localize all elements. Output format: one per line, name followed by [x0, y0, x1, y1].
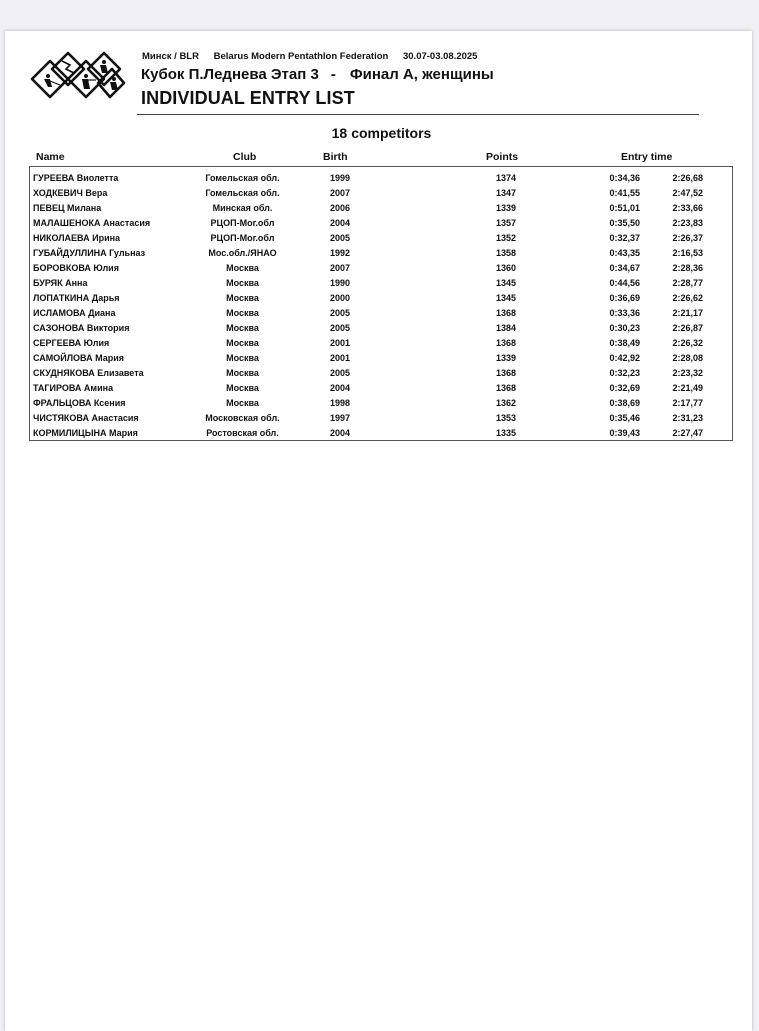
competitor-name: ЧИСТЯКОВА Анастасия	[33, 413, 139, 423]
competitor-name: ИСЛАМОВА Диана	[33, 308, 116, 318]
entry-time-1: 0:42,92	[609, 353, 640, 363]
competitor-points: 1374	[495, 173, 517, 183]
entry-time-2: 2:47,52	[672, 188, 703, 198]
column-header-club: Club	[233, 151, 257, 163]
competitor-name: КОРМИЛИЦЫНА Мария	[33, 428, 138, 438]
entry-time-2: 2:26,32	[672, 338, 703, 348]
competitor-club: Москва	[226, 293, 259, 303]
competitor-points: 1339	[495, 353, 517, 363]
competitor-birth: 1999	[329, 173, 351, 183]
competitor-points: 1345	[495, 293, 517, 303]
entry-time-2: 2:26,37	[672, 233, 703, 243]
competitor-points: 1368	[495, 383, 517, 393]
entry-time-2: 2:33,66	[672, 203, 703, 213]
competitor-birth: 2005	[329, 368, 351, 378]
entry-time-1: 0:33,36	[609, 308, 640, 318]
competitor-name: ГУБАЙДУЛЛИНА Гульназ	[33, 248, 146, 258]
competitor-name: САЗОНОВА Виктория	[33, 323, 130, 333]
column-header-birth: Birth	[323, 151, 348, 163]
entry-time-1: 0:38,69	[609, 398, 640, 408]
entry-time-1: 0:32,23	[609, 368, 640, 378]
table-row	[30, 261, 732, 276]
competitor-name: СЕРГЕЕВА Юлия	[33, 338, 110, 348]
competitor-club: Москва	[226, 308, 259, 318]
entry-time-1: 0:35,46	[609, 413, 640, 423]
entry-time-1: 0:41,55	[609, 188, 640, 198]
competitor-points: 1360	[495, 263, 517, 273]
entry-time-2: 2:23,83	[672, 218, 703, 228]
header-event	[141, 66, 494, 83]
competitor-points: 1352	[495, 233, 517, 243]
competitor-birth: 1998	[329, 398, 351, 408]
competitor-name: ФРАЛЬЦОВА Ксения	[33, 398, 126, 408]
entry-time-1: 0:44,56	[609, 278, 640, 288]
competitor-club: Москва	[226, 368, 259, 378]
header-location: Минск / BLR	[142, 51, 199, 62]
competitor-club: РЦОП-Мог.обл	[210, 233, 275, 243]
header-federation: Belarus Modern Pentathlon Federation	[213, 51, 389, 62]
competitor-club: Москва	[226, 263, 259, 273]
table-row	[30, 351, 732, 366]
competitor-club: Москва	[226, 353, 259, 363]
column-header-name: Name	[36, 151, 65, 163]
competitor-points: 1368	[495, 338, 517, 348]
competitor-name: ХОДКЕВИЧ Вера	[33, 188, 108, 198]
entry-time-1: 0:35,50	[609, 218, 640, 228]
table-row	[30, 291, 732, 306]
header-dates: 30.07-03.08.2025	[402, 51, 478, 62]
competitor-count-label: competitors	[351, 125, 432, 141]
competitor-club: Москва	[226, 278, 259, 288]
competitor-points: 1339	[495, 203, 517, 213]
entry-time-2: 2:27,47	[672, 428, 703, 438]
table-row	[30, 186, 732, 201]
entry-time-1: 0:39,43	[609, 428, 640, 438]
entry-time-2: 2:26,87	[672, 323, 703, 333]
entry-time-2: 2:21,49	[672, 383, 703, 393]
table-row	[30, 306, 732, 321]
entry-time-2: 2:26,68	[672, 173, 703, 183]
competitor-birth: 2005	[329, 308, 351, 318]
header-divider	[137, 114, 699, 115]
competitor-points: 1358	[495, 248, 517, 258]
competitor-name: ПЕВЕЦ Милана	[33, 203, 102, 213]
entry-time-1: 0:34,36	[609, 173, 640, 183]
entry-time-2: 2:28,77	[672, 278, 703, 288]
entry-time-1: 0:34,67	[609, 263, 640, 273]
entry-time-2: 2:17,77	[672, 398, 703, 408]
competitor-name: СКУДНЯКОВА Елизавета	[33, 368, 144, 378]
competitor-club: Московская обл.	[205, 413, 280, 423]
entry-time-2: 2:26,62	[672, 293, 703, 303]
event-name: Кубок П.Леднева Этап 3	[141, 66, 319, 83]
competitor-birth: 2004	[329, 428, 351, 438]
table-row	[30, 396, 732, 411]
competitor-points: 1353	[495, 413, 517, 423]
column-header-entry-time: Entry time	[621, 151, 673, 163]
entry-time-2: 2:21,17	[672, 308, 703, 318]
competitor-club: Москва	[226, 398, 259, 408]
table-row	[30, 216, 732, 231]
table-row	[30, 201, 732, 216]
competitor-points: 1357	[495, 218, 517, 228]
entry-time-1: 0:36,69	[609, 293, 640, 303]
competitor-club: Ростовская обл.	[206, 428, 279, 438]
table-row	[30, 381, 732, 396]
competitor-points: 1362	[495, 398, 517, 408]
competitor-name: ГУРЕЕВА Виолетта	[33, 173, 119, 183]
entry-time-1: 0:38,49	[609, 338, 640, 348]
table-row	[30, 171, 732, 186]
competitor-club: РЦОП-Мог.обл	[210, 218, 275, 228]
competitor-birth: 2001	[329, 338, 351, 348]
competitor-birth: 1997	[329, 413, 351, 423]
competitor-count-number: 18	[331, 125, 348, 141]
competitor-points: 1384	[495, 323, 517, 333]
competitor-club: Гомельская обл.	[205, 188, 280, 198]
competitor-birth: 2007	[329, 263, 351, 273]
competitor-name: НИКОЛАЕВА Ирина	[33, 233, 121, 243]
competitor-birth: 2004	[329, 383, 351, 393]
entry-time-1: 0:32,69	[609, 383, 640, 393]
competitor-birth: 2007	[329, 188, 351, 198]
entry-time-2: 2:28,08	[672, 353, 703, 363]
table-row	[30, 411, 732, 426]
table-row	[30, 246, 732, 261]
header-meta	[142, 51, 489, 62]
competitor-points: 1335	[495, 428, 517, 438]
entry-time-1: 0:51,01	[609, 203, 640, 213]
table-row	[30, 336, 732, 351]
entry-time-2: 2:31,23	[672, 413, 703, 423]
competitor-club: Москва	[226, 338, 259, 348]
table-row	[30, 366, 732, 381]
competitor-name: ЛОПАТКИНА Дарья	[33, 293, 120, 303]
competitor-club: Москва	[226, 383, 259, 393]
competitor-birth: 1992	[329, 248, 351, 258]
page-title: INDIVIDUAL ENTRY LIST	[141, 88, 355, 108]
competitor-points: 1347	[495, 188, 517, 198]
competitor-birth: 2004	[329, 218, 351, 228]
entry-time-2: 2:16,53	[672, 248, 703, 258]
competitor-name: САМОЙЛОВА Мария	[33, 353, 125, 363]
competitor-birth: 2001	[329, 353, 351, 363]
entry-time-2: 2:23,32	[672, 368, 703, 378]
column-header-points: Points	[486, 151, 519, 163]
table-row	[30, 276, 732, 291]
competitor-name: БОРОВКОВА Юлия	[33, 263, 119, 273]
event-separator: -	[330, 66, 336, 83]
entry-time-1: 0:32,37	[609, 233, 640, 243]
competitor-club: Москва	[226, 323, 259, 333]
competitor-points: 1368	[495, 368, 517, 378]
competitor-birth: 2000	[329, 293, 351, 303]
competitor-count	[0, 125, 759, 141]
entry-time-1: 0:43,35	[609, 248, 640, 258]
competitor-birth: 2005	[329, 233, 351, 243]
competitor-points: 1345	[495, 278, 517, 288]
competitor-club: Мос.обл./ЯНАО	[208, 248, 277, 258]
competitor-birth: 1990	[329, 278, 351, 288]
table-row	[30, 426, 732, 441]
competitor-name: ТАГИРОВА Амина	[33, 383, 114, 393]
entry-time-2: 2:28,36	[672, 263, 703, 273]
entry-time-1: 0:30,23	[609, 323, 640, 333]
competitor-name: МАЛАШЕНОКА Анастасия	[33, 218, 151, 228]
pentathlon-logo-icon	[30, 49, 130, 105]
competitor-birth: 2005	[329, 323, 351, 333]
competitor-club: Гомельская обл.	[205, 173, 280, 183]
competitor-club: Минская обл.	[212, 203, 273, 213]
entry-table	[29, 166, 733, 441]
event-final: Финал А, женщины	[349, 66, 494, 83]
table-row	[30, 231, 732, 246]
competitor-points: 1368	[495, 308, 517, 318]
competitor-birth: 2006	[329, 203, 351, 213]
competitor-name: БУРЯК Анна	[33, 278, 88, 288]
table-row	[30, 321, 732, 336]
